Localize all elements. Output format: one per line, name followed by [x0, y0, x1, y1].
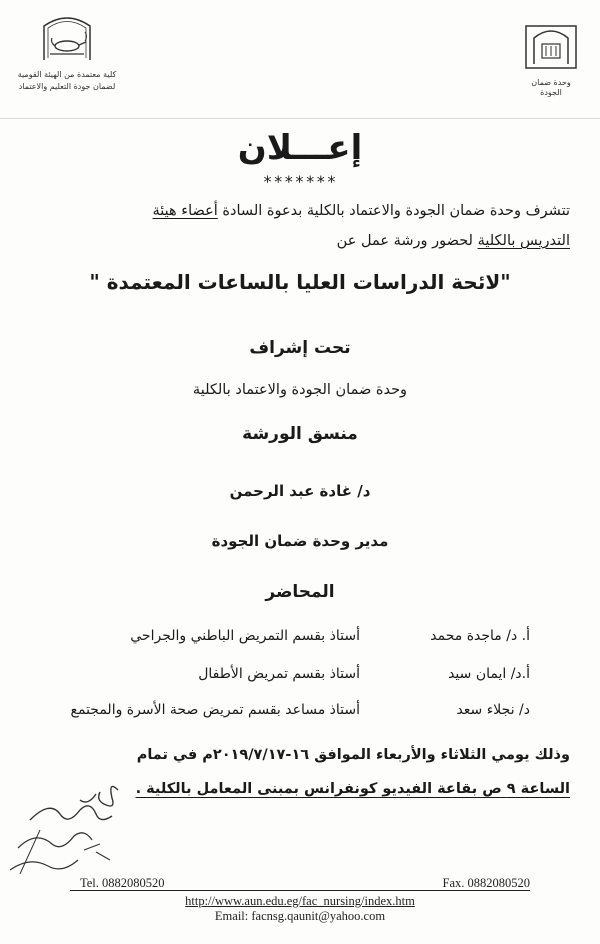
footer-website-link[interactable]: http://www.aun.edu.eg/fac_nursing/index.htm [185, 894, 415, 908]
footer-tel: Tel. 0882080520 [80, 876, 165, 890]
assiut-university-emblem-icon [522, 20, 580, 72]
lecturer-role: أستاذ بقسم التمريض الباطني والجراحي [130, 628, 360, 644]
right-logo-caption: وحدة ضمان الجودة [531, 78, 571, 97]
left-logo-caption-2: لضمان جودة التعليم والاعتماد [18, 82, 116, 91]
lecturer-row [60, 702, 530, 724]
lecturer-name: د/ نجلاء سعد [456, 702, 530, 718]
title-stars: ******* [262, 172, 338, 191]
announcement-title: إعـــلان [237, 128, 363, 168]
lecturers-heading: المحاضر [265, 582, 335, 602]
lecturer-name: أ.د/ ايمان سيد [448, 666, 530, 682]
lecturer-role: أستاذ مساعد بقسم تمريض صحة الأسرة والمجتمع [70, 702, 360, 718]
university-logo [520, 20, 582, 98]
coordinator-title: مدير وحدة ضمان الجودة [211, 532, 389, 550]
intro-paragraph [25, 196, 570, 256]
intro-line2: لحضور ورشة عمل عن [336, 233, 478, 249]
footer-fax: Fax. 0882080520 [442, 876, 530, 890]
lecturer-role: أستاذ بقسم تمريض الأطفال [198, 666, 360, 682]
lecturer-name: أ. د/ ماجدة محمد [430, 628, 530, 644]
header-divider [0, 118, 600, 119]
intro-line2-underlined: التدريس بالكلية [477, 233, 570, 249]
footer-email[interactable]: Email: facnsg.qaunit@yahoo.com [214, 909, 386, 923]
left-logo-caption-1: كلية معتمدة من الهيئة القومية [17, 70, 117, 79]
handwritten-signature [0, 770, 160, 890]
faculty-logo [12, 12, 122, 92]
intro-line1-underlined: أعضاء هيئة [152, 203, 218, 219]
closing-line1: وذلك يومي الثلاثاء والأربعاء الموافق ١٦-٢٠١٩/٧/١٧م في تمام [136, 747, 570, 763]
supervision-heading: تحت إشراف [249, 338, 351, 358]
nursing-lamp-emblem-icon [38, 12, 96, 64]
lecturer-row [60, 628, 530, 650]
workshop-title: "لائحة الدراسات العليا بالساعات المعتمدة " [89, 270, 511, 294]
closing-line2: الساعة ٩ ص بقاعة الفيديو كونفرانس بمبنى المعامل بالكلية . [135, 781, 570, 797]
footer-divider [70, 890, 530, 891]
lecturer-row [60, 666, 530, 688]
intro-line1: تتشرف وحدة ضمان الجودة والاعتماد بالكلية بدعوة السادة [217, 203, 570, 219]
coordinator-name: د/ غادة عبد الرحمن [229, 482, 371, 500]
supervision-body: وحدة ضمان الجودة والاعتماد بالكلية [192, 382, 408, 398]
coordinator-heading: منسق الورشة [242, 424, 358, 444]
